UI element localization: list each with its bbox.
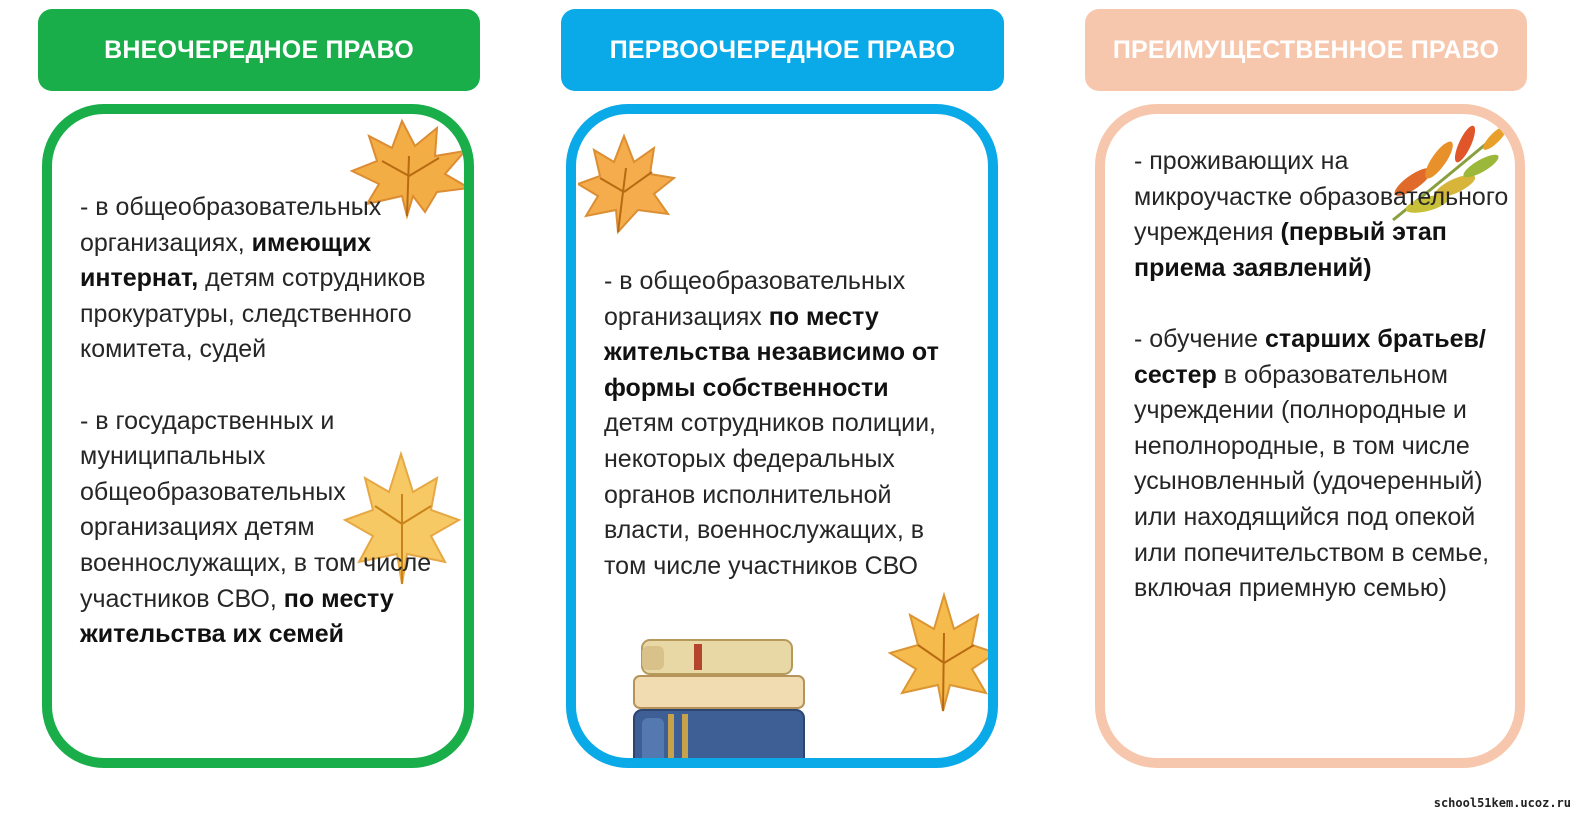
paragraph: [1134, 144, 1509, 286]
card-pervoocherednoe: [566, 104, 998, 768]
maple-leaf-icon: [578, 132, 678, 242]
text-run: детям сотрудников полиции, некоторых федеральных органов исполнительной власти, военнослужащих, в том числе участников СВО: [604, 409, 937, 580]
text-run-bold: имеющих интернат,: [80, 228, 372, 293]
card-text: [604, 264, 964, 584]
maple-leaf-icon: [888, 589, 998, 719]
text-run: в образовательном учреждении (полнородные и неполнородные, в том числе усыновленный (удочеренный) или находящийся под опекой или попечительством в семье, включая приемную семью): [1134, 360, 1490, 603]
books-stack-icon: [622, 634, 822, 768]
paragraph: [80, 190, 450, 368]
header-label: ПРЕИМУЩЕСТВЕННОЕ ПРАВО: [1112, 35, 1500, 64]
watermark: school51kem.ucoz.ru: [1433, 796, 1571, 810]
text-run: - обучение: [1134, 324, 1265, 353]
text-run: - в общеобразовательных организациях: [604, 267, 906, 331]
text-run-bold: по месту жительства независимо от формы собственности: [604, 302, 939, 402]
header-preimushchestvennoe: [1085, 9, 1527, 91]
text-run-bold: старших братьев/сестер: [1134, 324, 1486, 389]
header-vneocherednoe: [38, 9, 480, 91]
card-text: [80, 190, 450, 653]
text-run-bold: по месту жительства их семей: [80, 584, 394, 649]
card-vneocherednoe: [42, 104, 474, 768]
paragraph: [604, 264, 964, 584]
text-run: - проживающих на микроучастке образовательного учреждения: [1134, 147, 1509, 247]
header-pervoocherednoe: [561, 9, 1004, 91]
paragraph: [1134, 322, 1509, 607]
text-run: детям сотрудников прокуратуры, следственного комитета, судей: [80, 264, 426, 364]
header-label: ВНЕОЧЕРЕДНОЕ ПРАВО: [104, 35, 414, 64]
text-run-bold: (первый этап приема заявлений): [1134, 218, 1447, 282]
card-preimushchestvennoe: [1095, 104, 1525, 768]
text-run: - в общеобразовательных организациях,: [80, 193, 382, 257]
card-text: [1134, 144, 1509, 607]
paragraph: [80, 404, 450, 653]
text-run: - в государственных и муниципальных общеобразовательных организациях детям военнослужащих, в том числе участников СВО,: [80, 406, 432, 613]
header-label: ПЕРВООЧЕРЕДНОЕ ПРАВО: [609, 35, 956, 64]
